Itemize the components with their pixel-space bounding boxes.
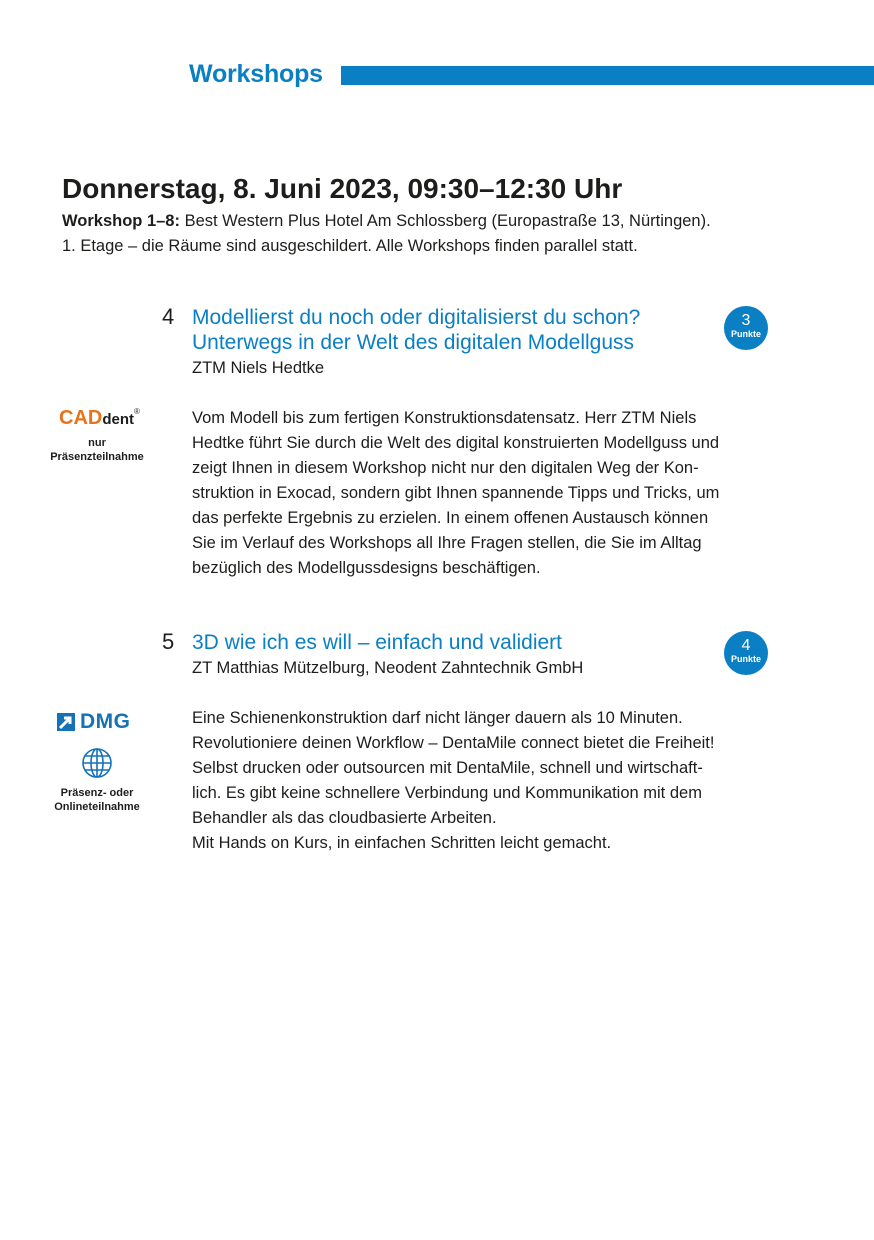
workshop-description — [192, 706, 772, 856]
section-title: Workshops — [189, 60, 323, 88]
venue-text: Best Western Plus Hotel Am Schlossberg (Europastraße 13, Nürtingen). — [184, 212, 711, 230]
description-line: Hedtke führt Sie durch die Welt des digital konstruierten Modellguss und — [192, 434, 720, 452]
points-badge — [724, 306, 768, 350]
points-label: Punkte — [730, 654, 761, 664]
description-line: Behandler als das cloudbasierte Arbeiten. — [192, 809, 497, 827]
description-line: lich. Es gibt keine schnellere Verbindung und Kommunikation mit dem — [192, 784, 702, 802]
participation-line: Onlineteilnahme — [54, 801, 140, 813]
description-line: Mit Hands on Kurs, in einfachen Schritten leicht gemacht. — [192, 834, 612, 852]
participation-line: Präsenzteilnahme — [50, 451, 144, 463]
venue-info — [62, 209, 822, 259]
participation-note — [40, 786, 154, 814]
participation-line: nur — [88, 437, 106, 449]
workshop-number: 4 — [162, 304, 175, 329]
points-value: 4 — [741, 637, 751, 654]
date-heading: Donnerstag, 8. Juni 2023, 09:30–12:30 Uhr — [62, 173, 623, 204]
venue-line2: 1. Etage – die Räume sind ausgeschildert. Alle Workshops finden parallel statt. — [62, 237, 638, 255]
description-line: struktion in Exocad, sondern gibt Ihnen spannende Tipps und Tricks, um — [192, 484, 720, 502]
dmg-logo — [57, 710, 131, 734]
workshop-title — [192, 305, 722, 355]
description-line: Revolutioniere deinen Workflow – DentaMile connect bietet die Freiheit! — [192, 734, 715, 752]
description-line: bezüglich des Modellgussdesigns beschäftigen. — [192, 559, 541, 577]
globe-icon — [81, 747, 113, 779]
workshop-speaker: ZTM Niels Hedtke — [192, 359, 325, 377]
workshop-description — [192, 406, 772, 581]
participation-line: Präsenz- oder — [60, 787, 134, 799]
points-value: 3 — [741, 312, 751, 329]
description-line: Eine Schienenkonstruktion darf nicht länger dauern als 10 Minuten. — [192, 709, 683, 727]
venue-lead: Workshop 1–8: — [62, 212, 180, 230]
workshop-title-line: Modellierst du noch oder digitalisierst du schon? — [192, 306, 641, 329]
registered-mark: ® — [134, 407, 140, 416]
points-label: Punkte — [730, 329, 761, 339]
section-title-bar — [341, 66, 874, 85]
workshop-speaker: ZT Matthias Mützelburg, Neodent Zahntechnik GmbH — [192, 659, 584, 677]
logo-text-dmg: DMG — [80, 710, 131, 733]
workshop-title-line: Unterwegs in der Welt des digitalen Modellguss — [192, 331, 635, 354]
workshop-number: 5 — [162, 629, 175, 654]
description-line: Vom Modell bis zum fertigen Konstruktionsdatensatz. Herr ZTM Niels — [192, 409, 697, 427]
description-line: Sie im Verlauf des Workshops all Ihre Fragen stellen, die Sie im Alltag — [192, 534, 702, 552]
points-badge — [724, 631, 768, 675]
logo-text-cad: CAD — [59, 407, 103, 429]
description-line: zeigt Ihnen in diesem Workshop nicht nur den digitalen Weg der Kon- — [192, 459, 699, 477]
description-line: Selbst drucken oder outsourcen mit DentaMile, schnell und wirtschaft- — [192, 759, 703, 777]
description-line: das perfekte Ergebnis zu erzielen. In einem offenen Austausch können — [192, 509, 709, 527]
dmg-arrow-icon — [57, 713, 75, 731]
caddent-logo — [59, 407, 149, 430]
participation-note — [40, 436, 154, 464]
workshop-title — [192, 630, 722, 655]
workshop-title-line: 3D wie ich es will – einfach und validiert — [192, 631, 563, 654]
logo-text-dent: dent — [102, 411, 135, 428]
